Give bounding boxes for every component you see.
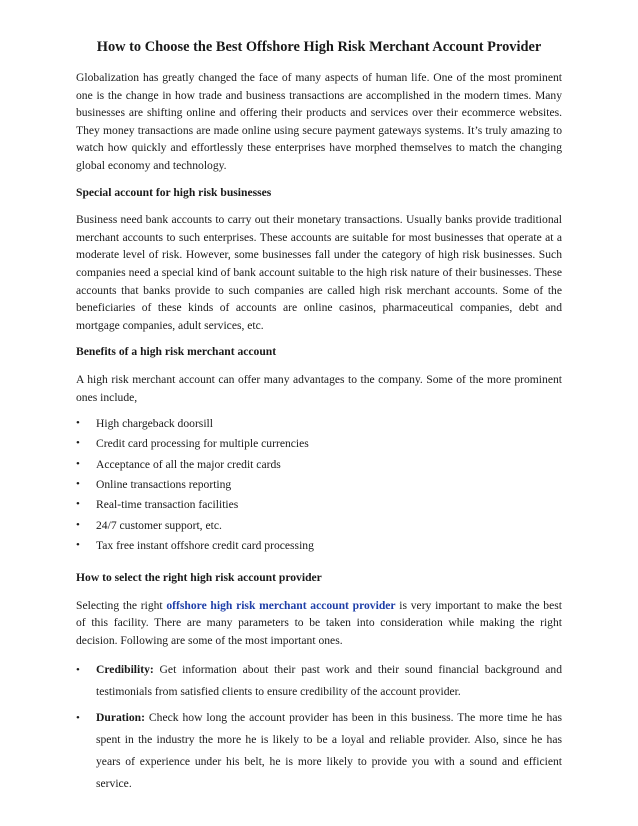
- section-heading-special-account: Special account for high risk businesses: [76, 185, 272, 199]
- criteria-term: Duration:: [96, 710, 145, 724]
- criteria-text: Get information about their past work and their sound financial background and testimonials from satisfied clients to ensure credibility of the account provider.: [96, 662, 562, 698]
- bullet-icon: •: [76, 477, 80, 490]
- list-item: • High chargeback doorsill: [76, 417, 213, 431]
- list-item: • 24/7 customer support, etc.: [76, 518, 222, 532]
- criteria-list: [76, 659, 562, 795]
- list-item: • Real-time transaction facilities: [76, 498, 239, 512]
- criteria-text: Check how long the account provider has been in this business. The more time he has spent in the industry the more he is likely to be a loyal and reliable provider. Also, since he has years of experience under his belt, he is more likely to provide you with a sound and efficient service.: [96, 710, 562, 790]
- bullet-icon: •: [76, 437, 80, 450]
- benefits-list: [76, 415, 562, 557]
- list-item: • Credit card processing for multiple currencies: [76, 437, 309, 451]
- bullet-icon: •: [76, 457, 80, 470]
- bullet-icon: •: [76, 498, 80, 511]
- list-item: • Acceptance of all the major credit cards: [76, 457, 281, 471]
- document-title: How to Choose the Best Offshore High Risk Merchant Account Provider: [96, 39, 542, 55]
- bullet-icon: •: [76, 518, 80, 531]
- section-heading-select-provider: How to select the right high risk account provider: [76, 571, 322, 585]
- criteria-term: Credibility:: [96, 662, 154, 676]
- list-item: • Tax free instant offshore credit card processing: [76, 538, 314, 552]
- benefits-paragraph: A high risk merchant account can offer many advantages to the company. Some of the more prominent ones include,: [76, 372, 562, 404]
- intro-paragraph: Globalization has greatly changed the face of many aspects of human life. One of the most prominent one is the change in how trade and business transactions are accomplished in the modern times. Many businesses are shifting online and offering their products and services over their ecommerce websites. They money transactions are made online using secure payment gateways systems. It’s truly amazing to watch how quickly and effortlessly these enterprises have morphed themselves to match the changing global economy and technology.: [76, 71, 562, 172]
- select-provider-paragraph: Selecting the right offshore high risk merchant account provider is very important to make the best of this facility. There are many parameters to be taken into consideration while making the right decision. Following are some of the most important ones.: [76, 598, 562, 647]
- section-heading-benefits: Benefits of a high risk merchant account: [76, 345, 277, 359]
- list-item: [76, 707, 562, 795]
- bullet-icon: •: [76, 663, 80, 676]
- list-item: • Online transactions reporting: [76, 477, 232, 491]
- bullet-icon: •: [76, 711, 80, 724]
- offshore-provider-link[interactable]: offshore high risk merchant account provider: [166, 598, 396, 612]
- bullet-icon: •: [76, 538, 80, 551]
- list-item: [76, 659, 562, 703]
- bullet-icon: •: [76, 417, 80, 430]
- special-account-paragraph: Business need bank accounts to carry out their monetary transactions. Usually banks provide traditional merchant accounts to such enterprises. These accounts are suitable for most businesses that operate at a moderate level of risk. However, some businesses fall under the category of high risk businesses. Such companies need a special kind of bank account suitable to the high risk nature of their businesses. These accounts that banks provide to such companies are called high risk merchant accounts. Some of the beneficiaries of these kinds of accounts are online casinos, pharmaceutical companies, debt and mortgage companies, adult services, etc.: [76, 213, 562, 332]
